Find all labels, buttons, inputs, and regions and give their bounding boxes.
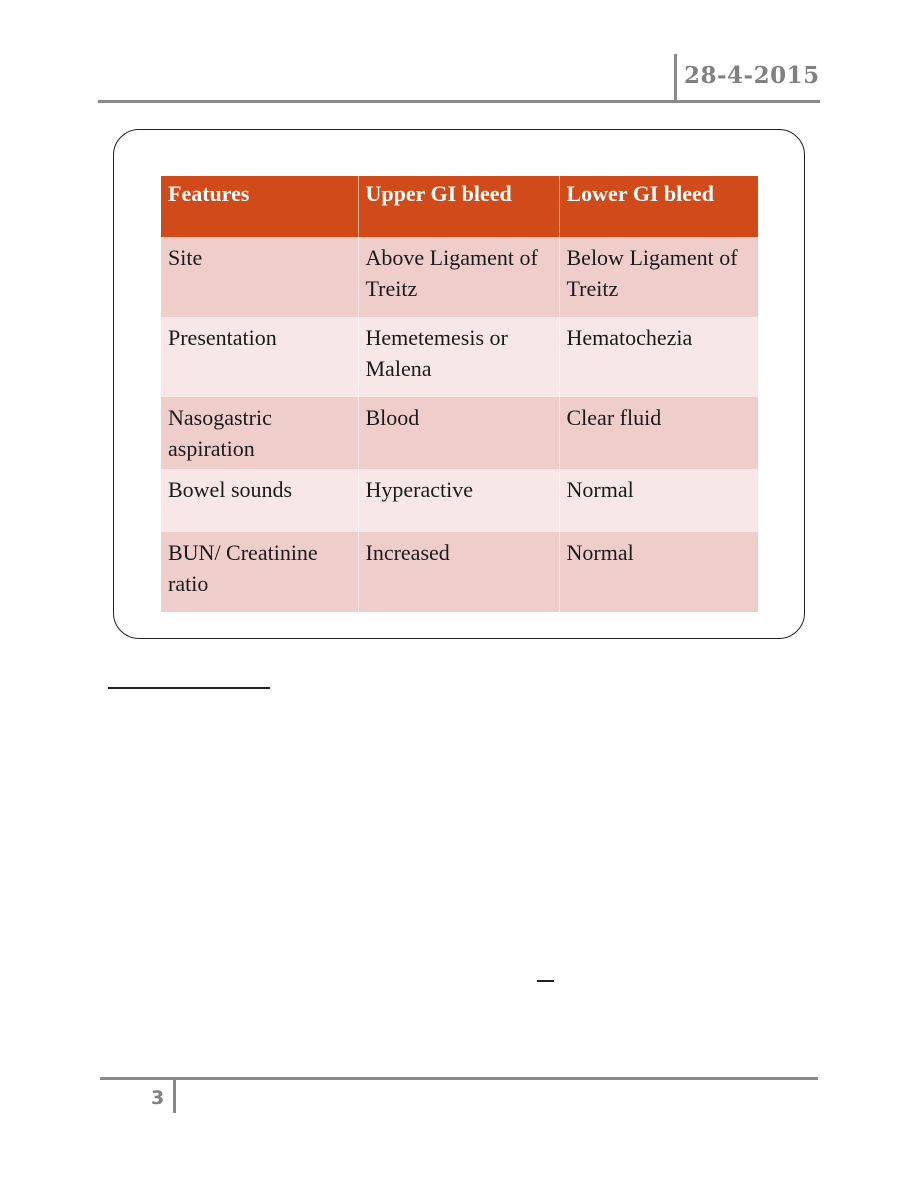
header-divider [674,54,677,102]
cell-feature: Bowel sounds [161,469,358,532]
table-row [161,469,758,532]
cell-feature: Presentation [161,317,358,397]
table-row [161,237,758,317]
section-underline [108,687,270,689]
column-header-lower-gi: Lower GI bleed [559,176,758,237]
text-dash [537,980,554,982]
cell-upper: Hyperactive [358,469,559,532]
cell-feature: BUN/ Creatinine ratio [161,532,358,612]
cell-lower: Below Ligament of Treitz [559,237,758,317]
footer-divider [173,1079,176,1113]
cell-feature: Site [161,237,358,317]
cell-feature: Nasogastric aspiration [161,397,358,469]
header-rule [98,100,820,103]
column-header-features: Features [161,176,358,237]
cell-upper: Increased [358,532,559,612]
table-header-row [161,176,758,237]
cell-lower: Normal [559,532,758,612]
table-row [161,532,758,612]
cell-lower: Hematochezia [559,317,758,397]
cell-lower: Clear fluid [559,397,758,469]
header-date: 28-4-2015 [684,62,820,89]
cell-upper: Blood [358,397,559,469]
cell-upper: Above Ligament of Treitz [358,237,559,317]
footer-rule [100,1077,818,1080]
cell-lower: Normal [559,469,758,532]
table-row [161,397,758,469]
table-row [161,317,758,397]
column-header-upper-gi: Upper GI bleed [358,176,559,237]
gi-bleed-comparison-table [161,176,758,612]
page-number: 3 [151,1087,165,1109]
cell-upper: Hemetemesis or Malena [358,317,559,397]
